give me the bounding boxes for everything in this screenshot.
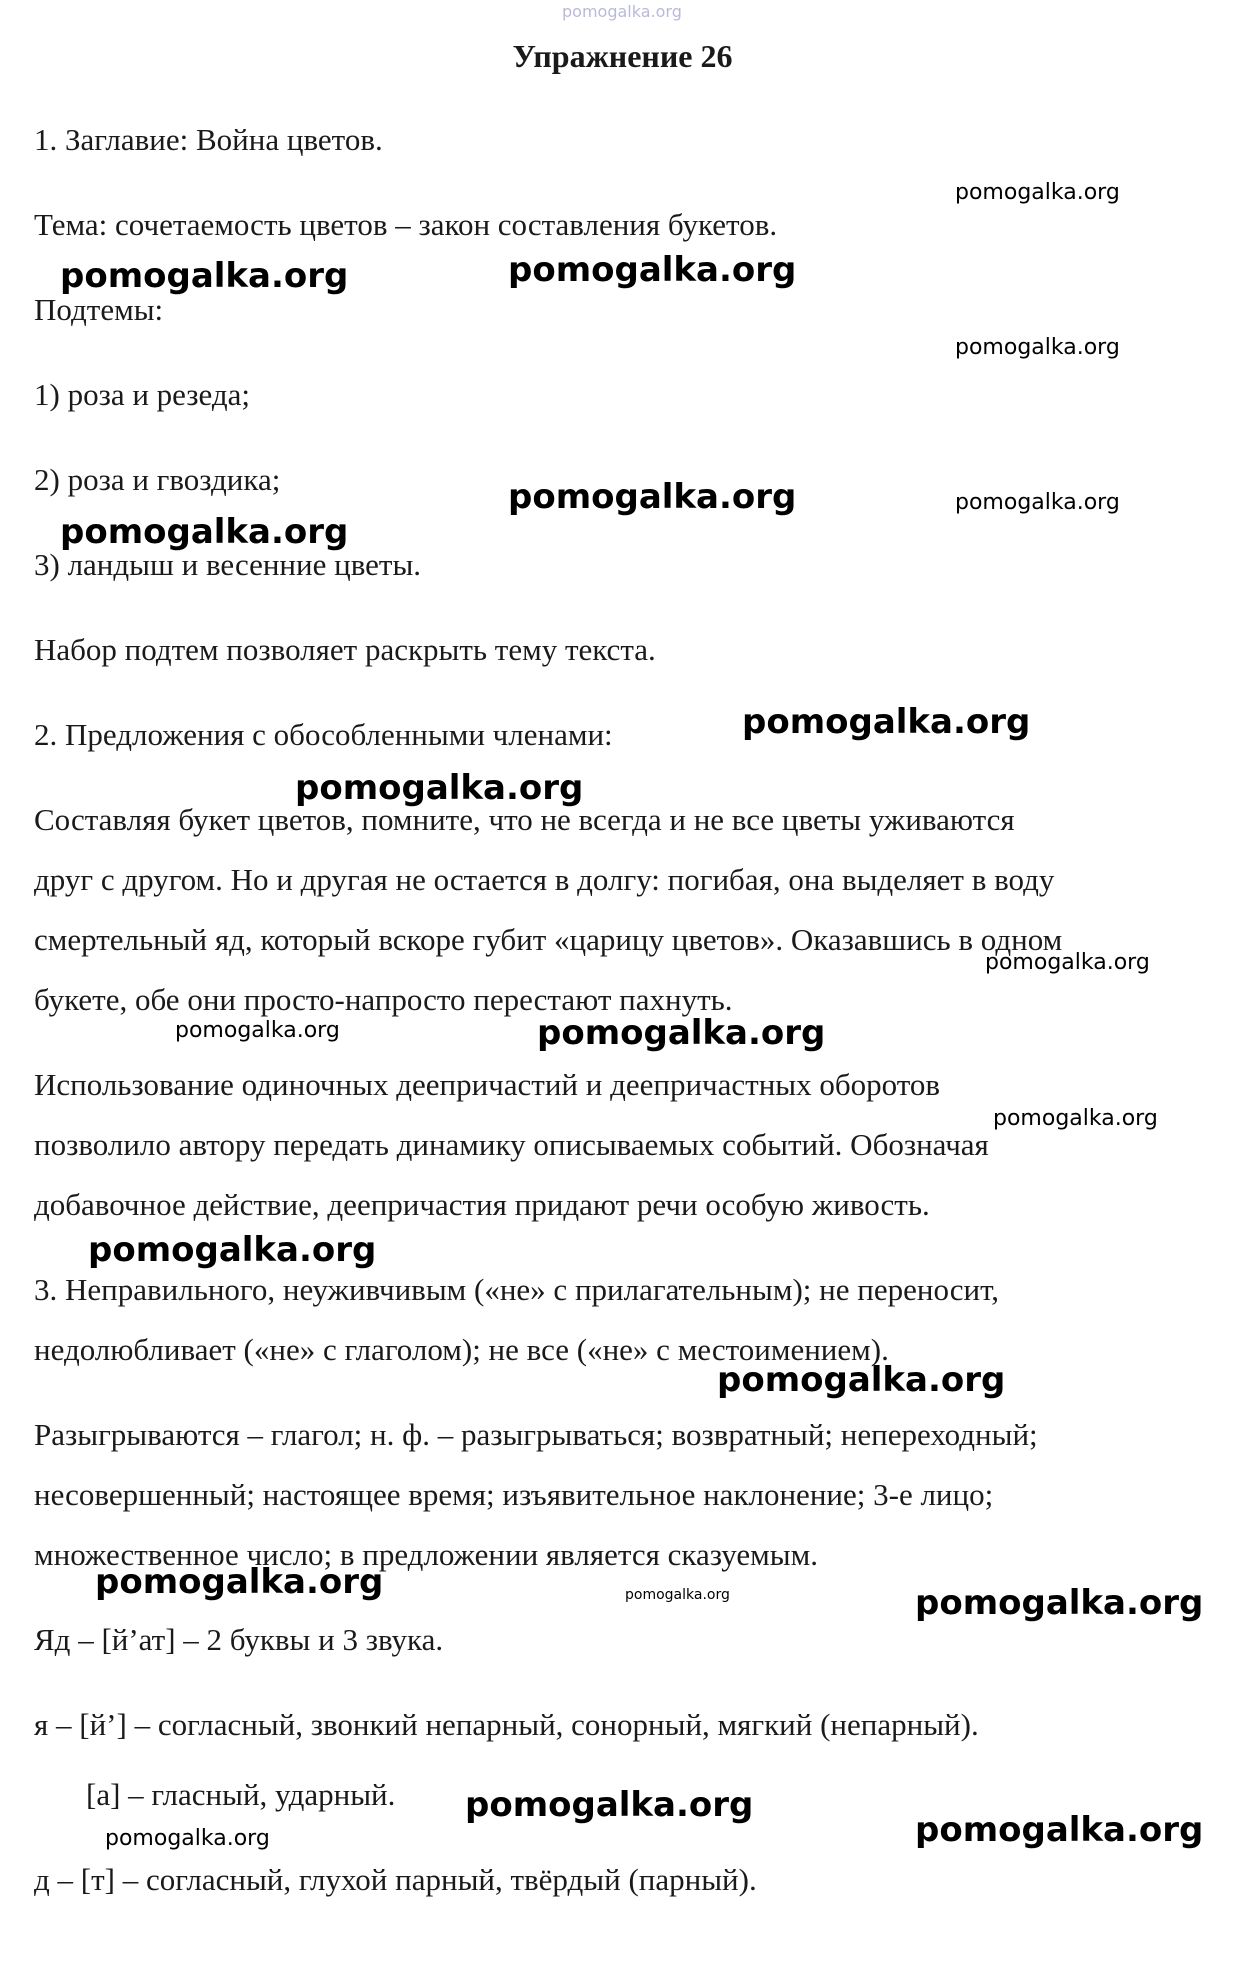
text-line-22: я – [й’] – согласный, звонкий непарный, сонорный, мягкий (непарный). — [34, 1707, 979, 1742]
watermark-17: pomogalka.org — [625, 1587, 730, 1603]
text-line-11: смертельный яд, который вскоре губит «царицу цветов». Оказавшись в одном — [34, 922, 1063, 957]
text-line-9: Составляя букет цветов, помните, что не всегда и не все цветы уживаются — [34, 802, 1015, 837]
watermark-3: pomogalka.org — [508, 250, 797, 290]
text-line-19: несовершенный; настоящее время; изъявительное наклонение; 3-е лицо; — [34, 1477, 994, 1512]
text-line-3: Подтемы: — [34, 292, 164, 327]
text-line-23: [а] – гласный, ударный. — [86, 1777, 396, 1812]
text-line-6: 3) ландыш и весенние цветы. — [34, 547, 422, 582]
watermark-21: pomogalka.org — [915, 1810, 1204, 1850]
text-line-24: д – [т] – согласный, глухой парный, твёрдый (парный). — [34, 1862, 757, 1897]
text-line-17: недолюбливает («не» с глаголом); не все («не» с местоимением). — [34, 1332, 889, 1367]
watermark-13: pomogalka.org — [993, 1106, 1158, 1131]
watermark-1: pomogalka.org — [955, 180, 1120, 205]
text-line-18: Разыгрываются – глагол; н. ф. – разыгрываться; возвратный; непереходный; — [34, 1417, 1038, 1452]
text-line-2: Тема: сочетаемость цветов – закон составления букетов. — [34, 207, 778, 242]
watermark-5: pomogalka.org — [508, 477, 797, 517]
text-line-4: 1) роза и резеда; — [34, 377, 251, 412]
page-title: Упражнение 26 — [512, 38, 733, 74]
watermark-6: pomogalka.org — [955, 490, 1120, 515]
watermark-4: pomogalka.org — [955, 335, 1120, 360]
text-line-15: добавочное действие, деепричастия придают речи особую живость. — [34, 1187, 930, 1222]
watermark-7: pomogalka.org — [60, 512, 349, 552]
text-line-8: 2. Предложения с обособленными членами: — [34, 717, 613, 752]
text-line-20: множественное число; в предложении является сказуемым. — [34, 1537, 818, 1572]
watermark-15: pomogalka.org — [717, 1360, 1006, 1400]
text-line-16: 3. Неправильного, неуживчивым («не» с прилагательным); не переносит, — [34, 1272, 1000, 1307]
watermark-top: pomogalka.org — [562, 2, 682, 21]
watermark-14: pomogalka.org — [88, 1230, 377, 1270]
text-line-10: друг с другом. Но и другая не остается в долгу: погибая, она выделяет в воду — [34, 862, 1055, 897]
watermark-12: pomogalka.org — [537, 1013, 826, 1053]
watermark-2: pomogalka.org — [60, 256, 349, 296]
watermark-16: pomogalka.org — [95, 1562, 384, 1602]
watermark-20: pomogalka.org — [105, 1826, 270, 1851]
watermark-10: pomogalka.org — [985, 950, 1150, 975]
text-line-14: позволило автору передать динамику описываемых событий. Обозначая — [34, 1127, 989, 1162]
text-line-7: Набор подтем позволяет раскрыть тему текста. — [34, 632, 656, 667]
text-line-21: Яд – [й’ат] – 2 буквы и 3 звука. — [34, 1622, 444, 1657]
text-line-1: 1. Заглавие: Война цветов. — [34, 122, 383, 157]
watermark-11: pomogalka.org — [175, 1018, 340, 1043]
text-line-12: букете, обе они просто-напросто перестают пахнуть. — [34, 982, 733, 1017]
watermark-18: pomogalka.org — [915, 1583, 1204, 1623]
text-line-5: 2) роза и гвоздика; — [34, 462, 281, 497]
watermark-8: pomogalka.org — [742, 702, 1031, 742]
watermark-19: pomogalka.org — [465, 1785, 754, 1825]
text-line-13: Использование одиночных деепричастий и деепричастных оборотов — [34, 1067, 941, 1102]
watermark-9: pomogalka.org — [295, 768, 584, 808]
